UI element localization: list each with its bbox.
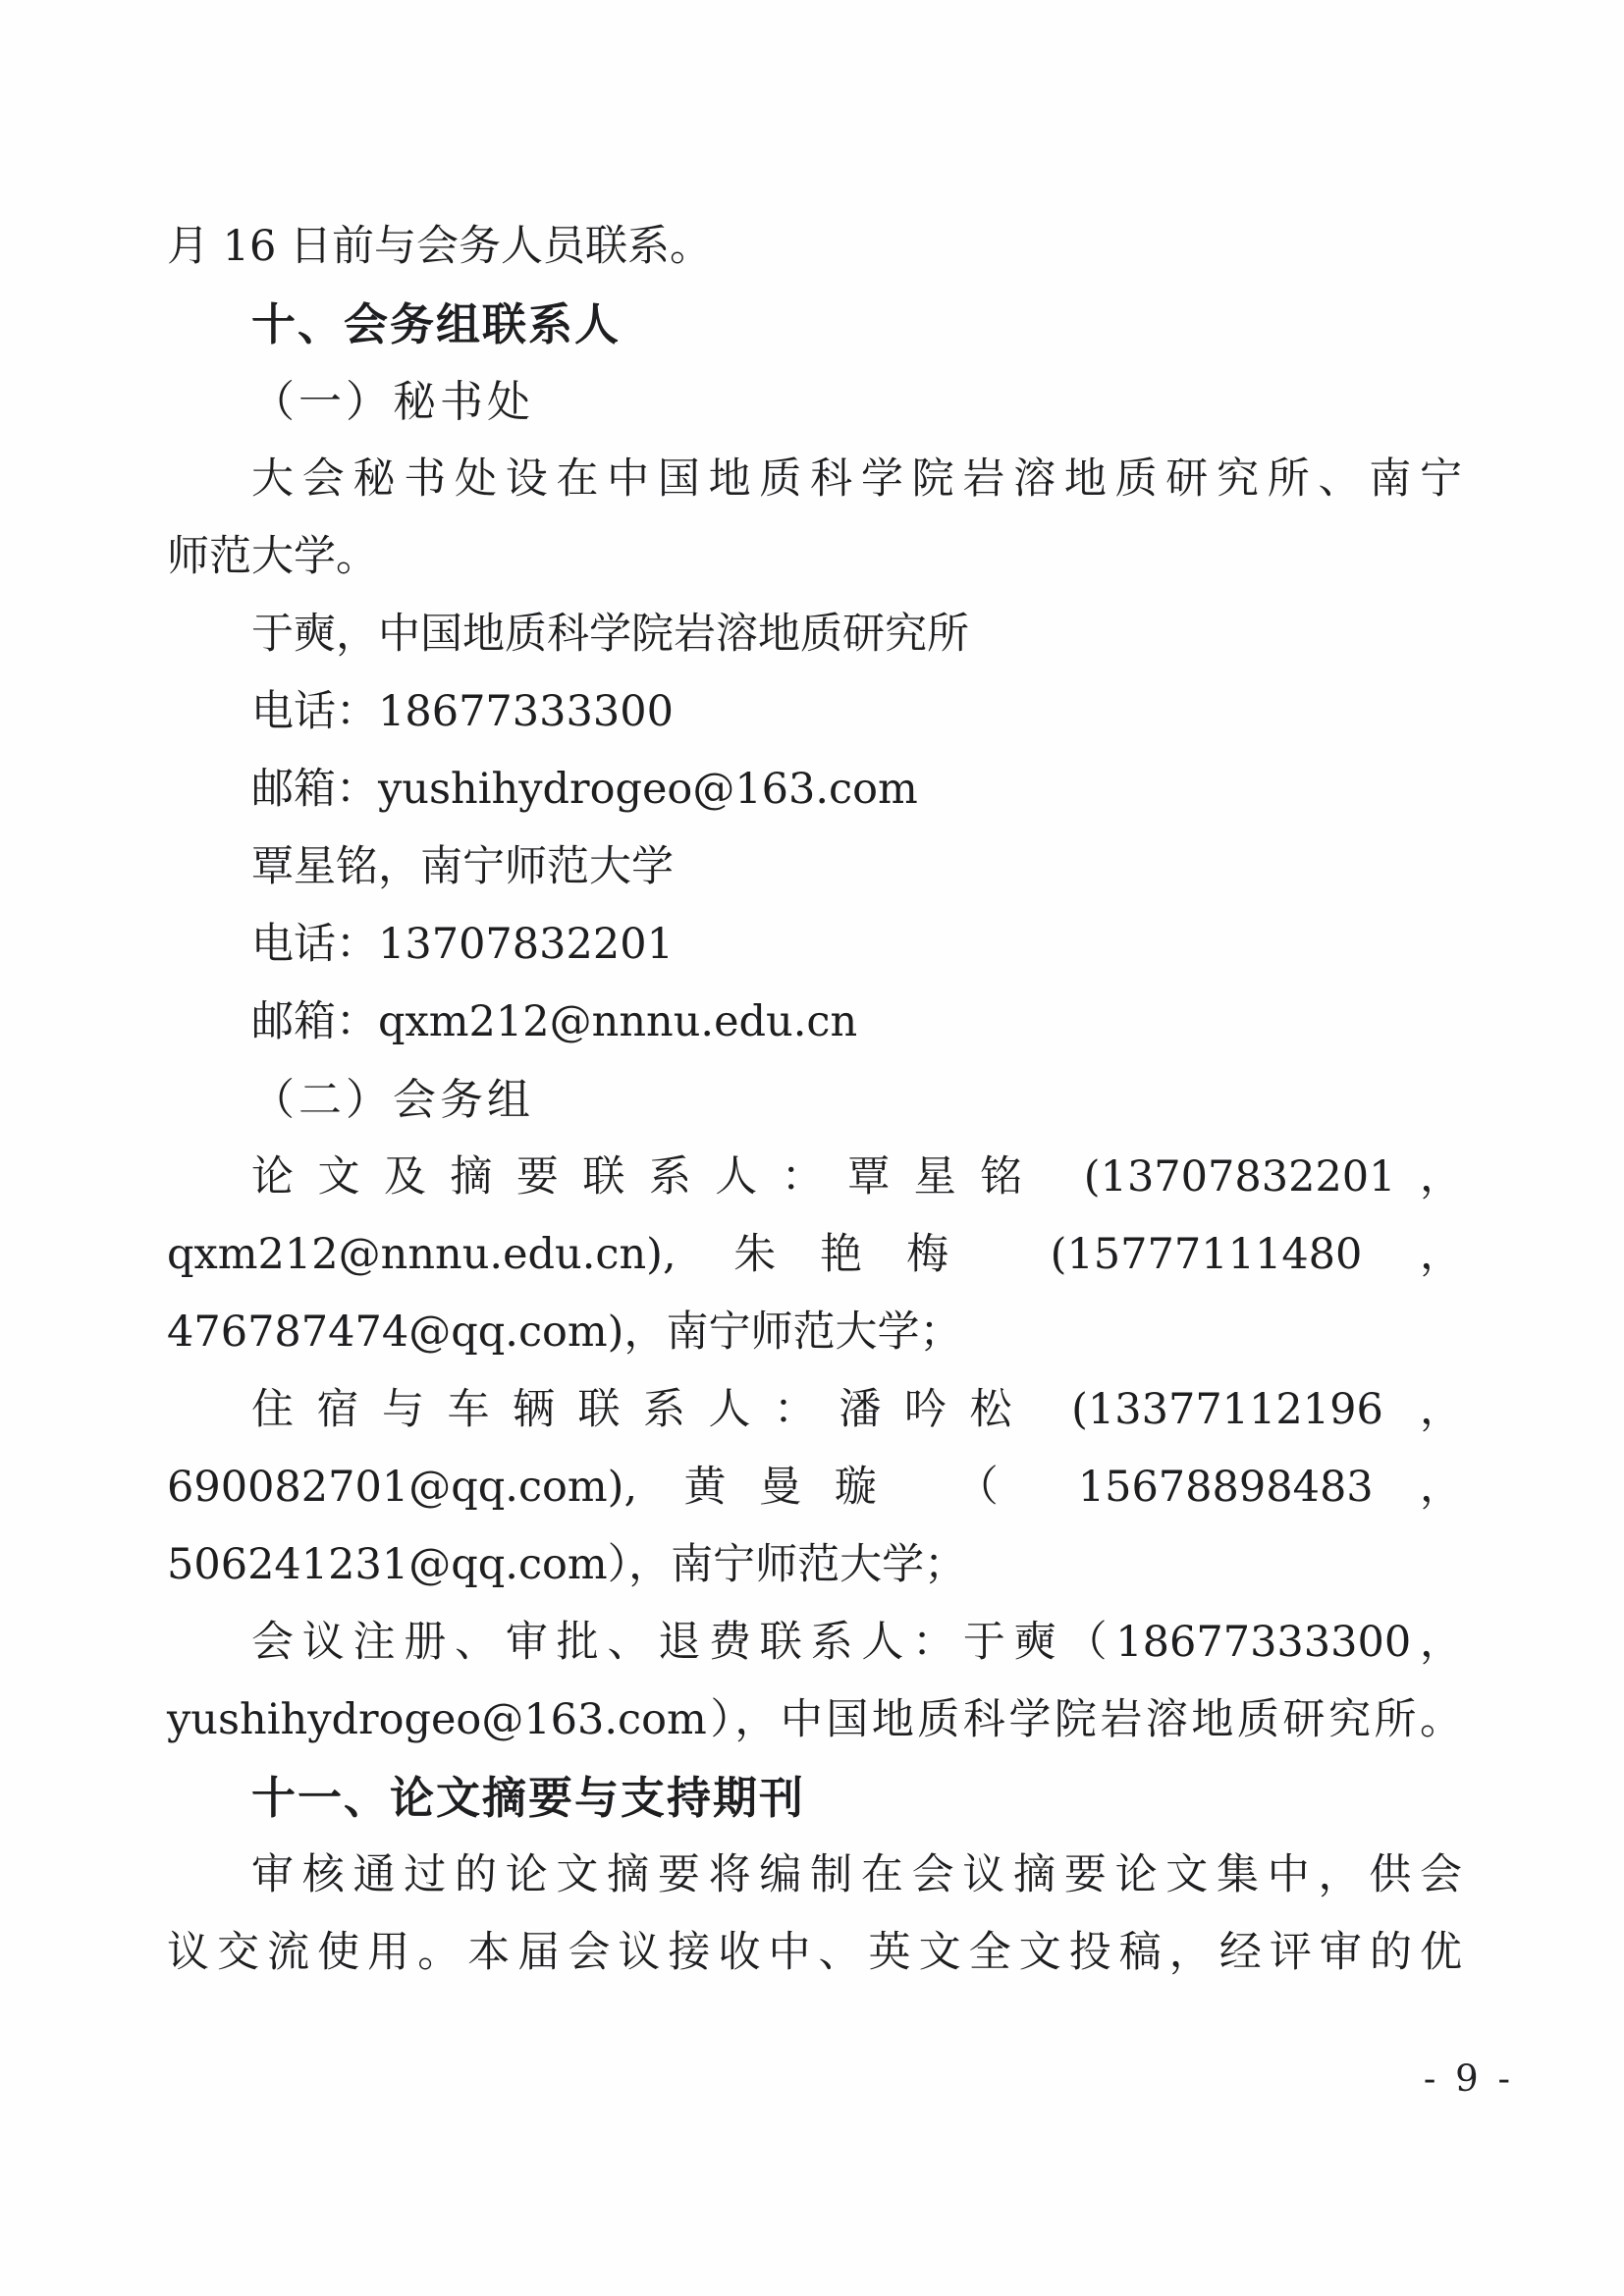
text-line: 于奭，中国地质科学院岩溶地质研究所 [251, 610, 969, 659]
page-number: - 9 - [1423, 2057, 1514, 2100]
text-line: （一）秘书处 [251, 377, 534, 427]
text-line: 476787474@qq.com)，南宁师范大学； [167, 1308, 962, 1357]
text-line: 议交流使用。本届会议接收中、英文全文投稿，经评审的优 [167, 1928, 1462, 1977]
text-line: 十、会务组联系人 [251, 298, 622, 350]
text-line: 电话：18677333300 [251, 687, 674, 736]
text-line: 大会秘书处设在中国地质科学院岩溶地质研究所、南宁 [251, 454, 1462, 504]
text-line: 690082701@qq.com), 黄曼璇 （ 15678898483 ， [167, 1463, 1462, 1512]
text-line: yushihydrogeo@163.com），中国地质科学院岩溶地质研究所。 [167, 1695, 1462, 1744]
text-line: 电话：13707832201 [251, 920, 674, 969]
text-line: 论文及摘要联系人：覃星铭 (13707832201， [251, 1152, 1462, 1201]
document-body [167, 208, 1462, 1992]
text-line: 十一、论文摘要与支持期刊 [251, 1772, 806, 1824]
text-line: 506241231@qq.com），南宁师范大学； [167, 1540, 967, 1589]
text-line: 邮箱：qxm212@nnnu.edu.cn [251, 997, 858, 1046]
text-line: 师范大学。 [167, 532, 378, 581]
text-line: 月 16 日前与会务人员联系。 [167, 222, 713, 271]
text-line: 会议注册、审批、退费联系人：于奭（18677333300， [251, 1618, 1462, 1667]
text-line: 住宿与车辆联系人：潘吟松 (13377112196 ， [251, 1385, 1462, 1434]
text-line: 邮箱：yushihydrogeo@163.com [251, 765, 918, 814]
text-line: 覃星铭，南宁师范大学 [251, 842, 674, 891]
text-line: 审核通过的论文摘要将编制在会议摘要论文集中，供会 [251, 1850, 1462, 1899]
text-line: （二）会务组 [251, 1075, 534, 1125]
text-line: qxm212@nnnu.edu.cn), 朱艳梅 (15777111480 ， [167, 1230, 1462, 1279]
